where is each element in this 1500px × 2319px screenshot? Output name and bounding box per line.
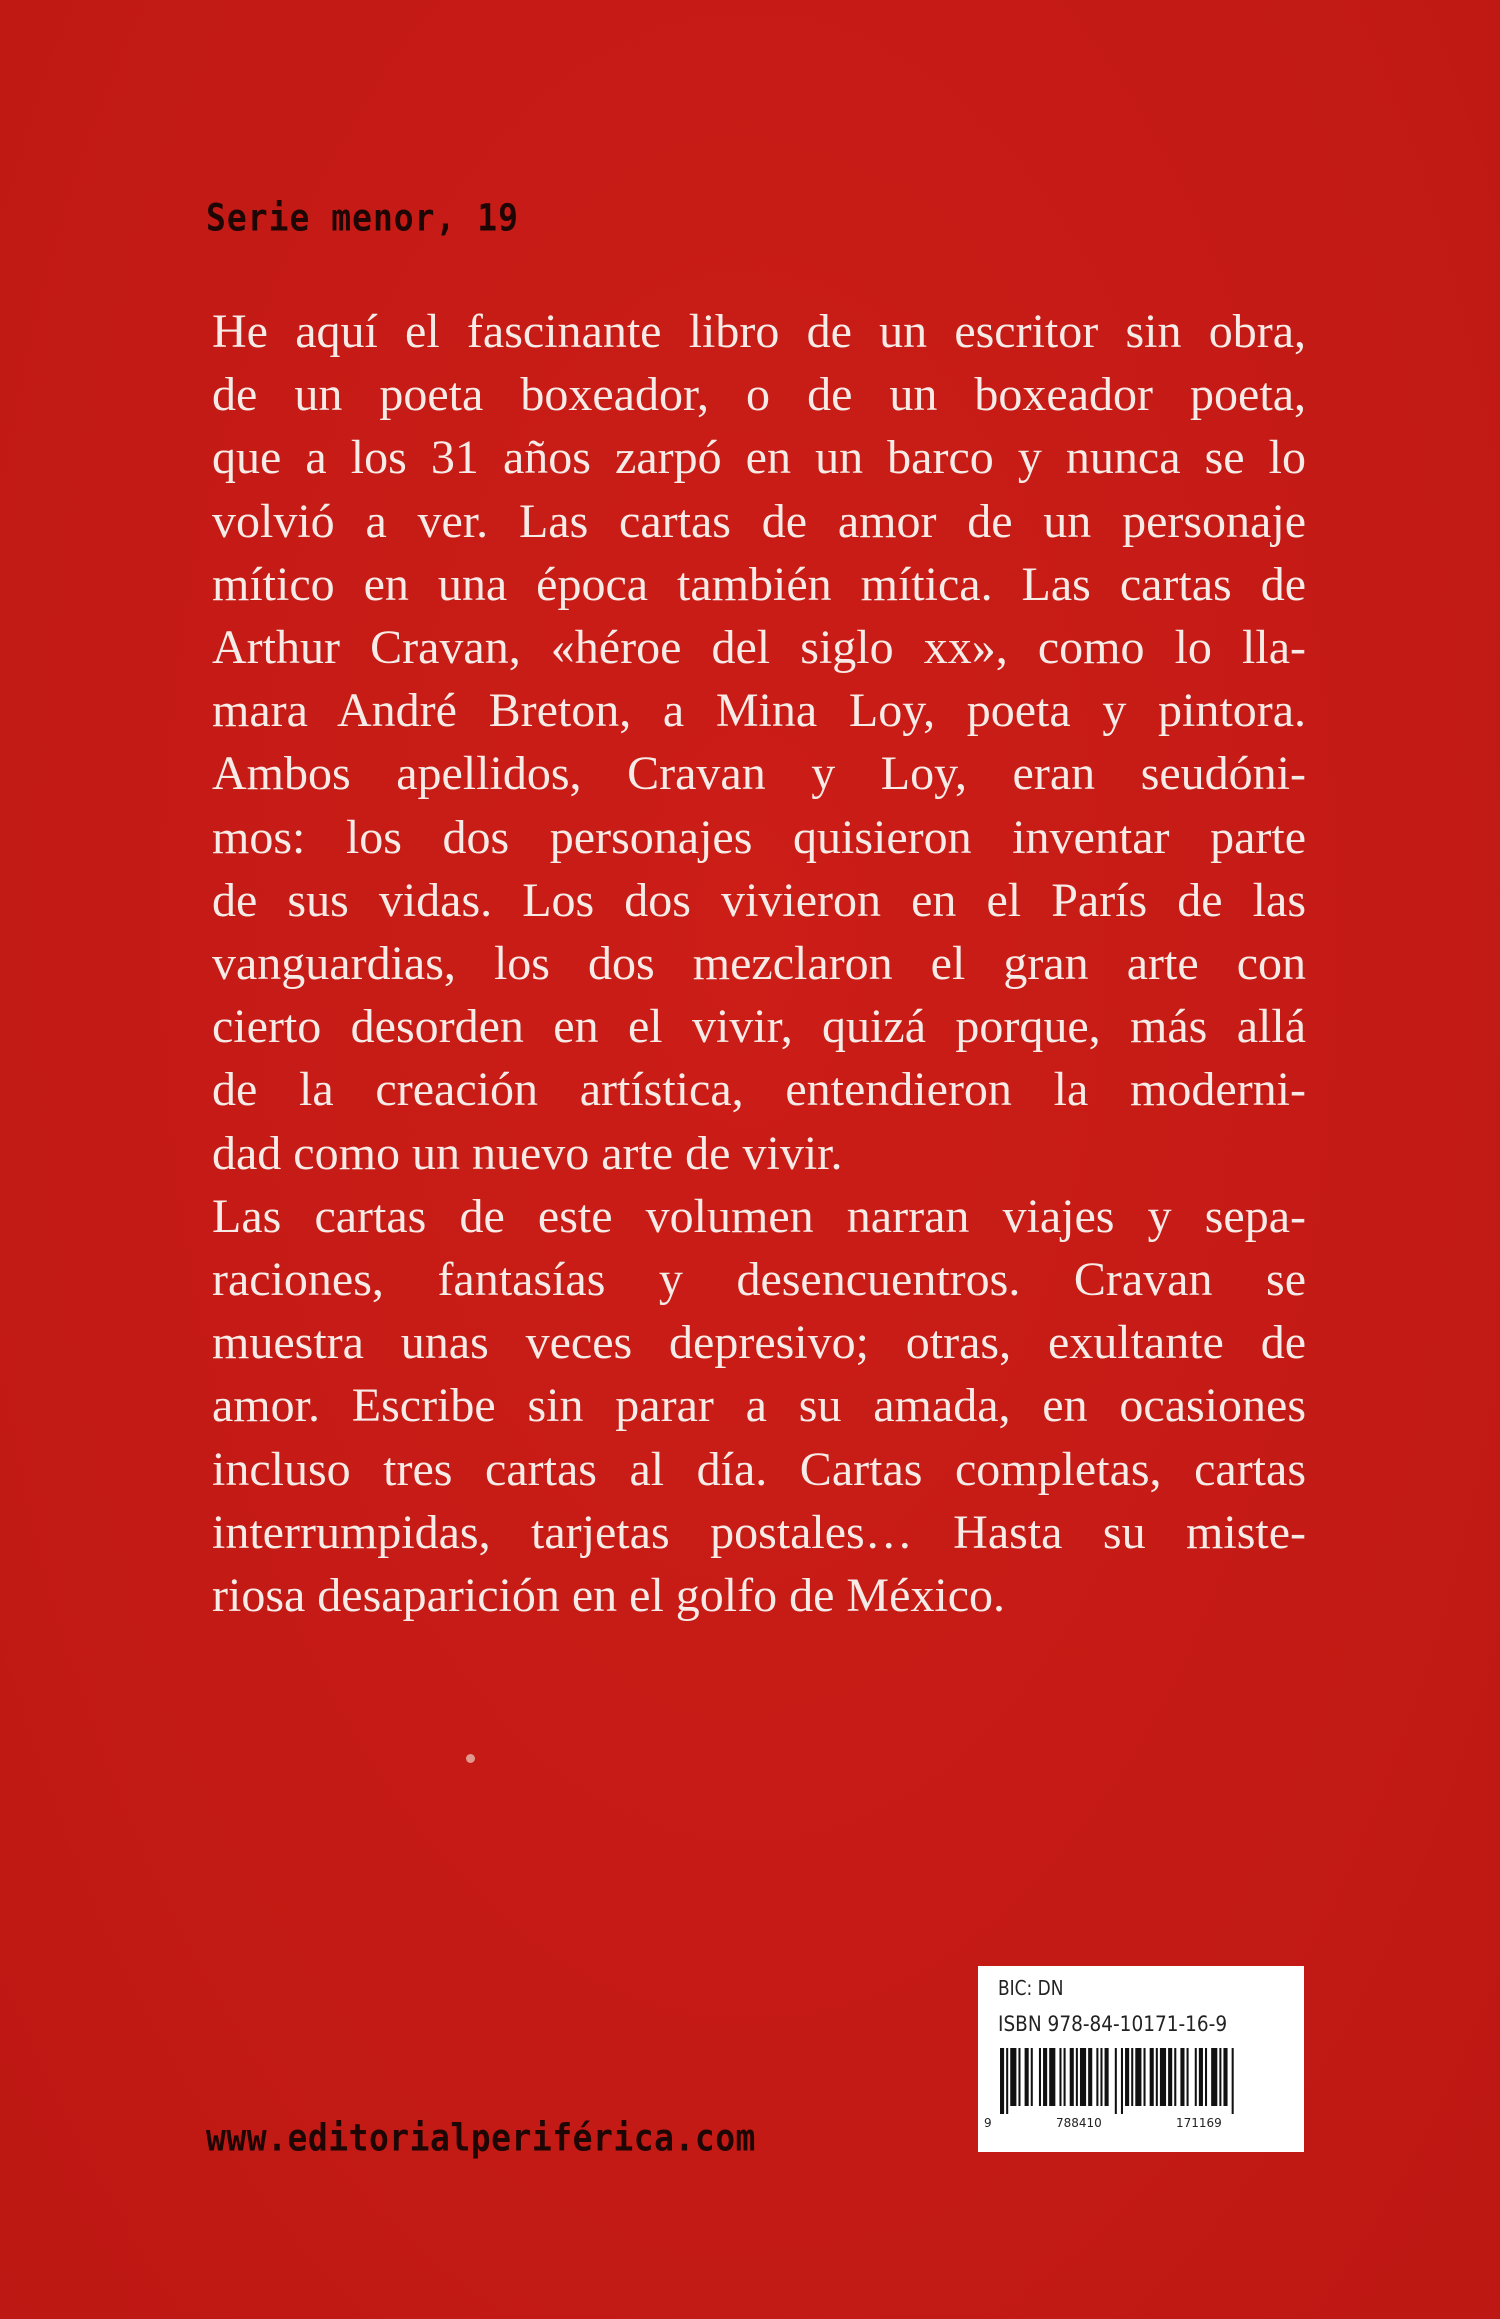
barcode-bar (1031, 2048, 1033, 2106)
barcode-bar (1049, 2048, 1055, 2106)
barcode-bar (1168, 2048, 1172, 2106)
barcode-bar (1195, 2048, 1197, 2106)
print-speck (466, 1754, 475, 1763)
barcode-lead-digit: 9 (984, 2116, 992, 2130)
barcode-bar (1025, 2048, 1029, 2106)
barcode-bar (1125, 2048, 1129, 2106)
barcode-bar (1059, 2048, 1061, 2106)
barcode-bar (1000, 2048, 1004, 2114)
barcode-bar (1043, 2048, 1047, 2106)
blurb-line: raciones, fantasías y desencuentros. Cravan se (212, 1253, 1306, 1307)
blurb-line: vanguardias, los dos mezclaron el gran arte con (212, 937, 1306, 991)
barcode-right-digits: 171169 (1176, 2116, 1222, 2130)
blurb-line: cierto desorden en el vivir, quizá porque, más allá (212, 1000, 1306, 1054)
barcode-bar (1211, 2048, 1217, 2106)
barcode-bar (1232, 2048, 1234, 2114)
barcode-bar (1160, 2048, 1166, 2106)
barcode-bar (1006, 2048, 1008, 2114)
blurb-line: He aquí el fascinante libro de un escritor sin obra, (212, 305, 1306, 358)
barcode-bar (1010, 2048, 1016, 2106)
barcode-bar (1105, 2048, 1109, 2106)
barcode-bar (1150, 2048, 1154, 2106)
blurb-line: incluso tres cartas al día. Cartas completas, cartas (212, 1442, 1306, 1496)
isbn-number: ISBN 978-84-10171-16-9 (998, 2012, 1228, 2036)
barcode-bar (1219, 2048, 1221, 2106)
blurb-text (212, 300, 1306, 1627)
bic-code: BIC: DN (998, 1976, 1064, 2000)
barcode-bar (1156, 2048, 1158, 2106)
barcode-bar (1180, 2048, 1184, 2106)
blurb-line: mítico en una época también mítica. Las cartas de (212, 557, 1306, 611)
barcode-bar (1131, 2048, 1133, 2106)
barcode-left-digits: 788410 (1056, 2116, 1102, 2130)
blurb-line: de sus vidas. Los dos vivieron en el París de las (212, 873, 1306, 927)
blurb-line: volvió a ver. Las cartas de amor de un personaje (212, 494, 1306, 548)
barcode-bar (1135, 2048, 1141, 2106)
barcode-label (978, 1966, 1304, 2152)
barcode-bar (1080, 2048, 1086, 2106)
barcode-bar (1096, 2048, 1098, 2106)
blurb-line: de la creación artística, entendieron la moderni- (212, 1063, 1306, 1117)
publisher-website[interactable]: www.editorialperiférica.com (206, 2116, 756, 2160)
series-label: Serie menor, 19 (206, 196, 520, 240)
barcode-bar (1223, 2048, 1227, 2106)
blurb-line: riosa desaparición en el golfo de México. (212, 1569, 1006, 1623)
blurb-line: mara André Breton, a Mina Loy, poeta y pintora. (212, 684, 1306, 738)
barcode-bar (1144, 2048, 1146, 2106)
barcode-bar (1174, 2048, 1176, 2106)
barcode-bar (1199, 2048, 1203, 2106)
barcode-bar (1100, 2048, 1102, 2106)
barcode-bar (1187, 2048, 1189, 2106)
barcode-bar (1039, 2048, 1041, 2106)
blurb-line: que a los 31 años zarpó en un barco y nunca se lo (212, 431, 1306, 485)
barcode-bar (1088, 2048, 1092, 2106)
blurb-line: Ambos apellidos, Cravan y Loy, eran seudóni- (212, 747, 1306, 801)
blurb-line: de un poeta boxeador, o de un boxeador poeta, (212, 368, 1306, 422)
barcode-bars (1000, 2048, 1282, 2114)
blurb-line: interrumpidas, tarjetas postales… Hasta su miste- (212, 1505, 1306, 1559)
blurb-line: Arthur Cravan, «héroe del siglo xx», como lo lla- (212, 621, 1306, 675)
barcode-bar (1070, 2048, 1074, 2106)
blurb-line: muestra unas veces depresivo; otras, exultante de (212, 1316, 1306, 1370)
barcode-bar (1205, 2048, 1207, 2106)
barcode-bar (1121, 2048, 1123, 2114)
blurb-paragraph (212, 300, 1306, 1185)
blurb-paragraph (212, 1185, 1306, 1627)
barcode-bar (1064, 2048, 1066, 2106)
blurb-line: mos: los dos personajes quisieron inventar parte (212, 810, 1306, 864)
barcode-bar (1115, 2048, 1117, 2114)
barcode-bar (1018, 2048, 1020, 2106)
blurb-line: dad como un nuevo arte de vivir. (212, 1126, 843, 1180)
blurb-line: amor. Escribe sin parar a su amada, en ocasiones (212, 1379, 1306, 1433)
blurb-line: Las cartas de este volumen narran viajes y sepa- (212, 1189, 1306, 1243)
barcode-bar (1076, 2048, 1078, 2106)
